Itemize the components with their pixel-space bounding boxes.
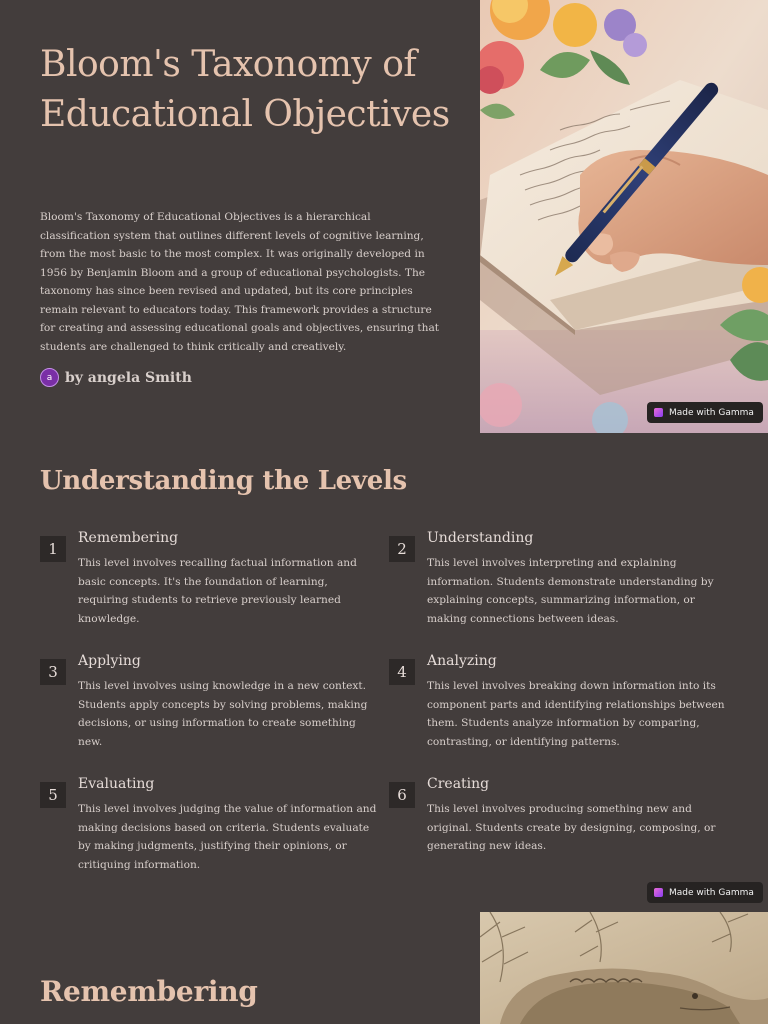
level-title: Creating (427, 776, 490, 792)
level-number: 4 (389, 659, 415, 685)
level-title: Applying (78, 653, 141, 669)
badge-label: Made with Gamma (669, 887, 754, 898)
level-number: 6 (389, 782, 415, 808)
hero-section (0, 0, 768, 433)
avatar: a (40, 368, 59, 387)
author-name: by angela Smith (65, 369, 192, 386)
remembering-section-title: Remembering (40, 975, 258, 1008)
level-number: 3 (40, 659, 66, 685)
badge-label: Made with Gamma (669, 407, 754, 418)
levels-section-title: Understanding the Levels (40, 466, 407, 496)
made-with-gamma-badge[interactable] (647, 882, 763, 903)
level-number: 5 (40, 782, 66, 808)
level-description: This level involves using knowledge in a new context. Students apply concepts by solving problems, making decisions, or using information to create something new. (78, 680, 368, 748)
level-number: 1 (40, 536, 66, 562)
page-title: Bloom's Taxonomy of Educational Objectives (40, 44, 450, 135)
level-title: Understanding (427, 530, 534, 546)
gamma-logo-icon (654, 888, 663, 897)
dinosaur-illustration (480, 912, 768, 1024)
writing-in-notebook-illustration (480, 0, 768, 433)
level-description: This level involves breaking down information into its component parts and identifying relationships between them. Students analyze information by comparing, contrasting, or identifying patterns. (427, 680, 725, 748)
made-with-gamma-badge[interactable] (647, 402, 763, 423)
level-description: This level involves recalling factual information and basic concepts. It's the foundation of learning, requiring students to retrieve previously learned knowledge. (78, 557, 357, 625)
level-description: This level involves judging the value of information and making decisions based on criteria. Students evaluate by making judgments, justifying their opinions, or critiquing information. (78, 803, 377, 871)
level-title: Remembering (78, 530, 179, 546)
hero-description: Bloom's Taxonomy of Educational Objectives is a hierarchical classification system that outlines different levels of cognitive learning, from the most basic to the most complex. It was originally developed in 1956 by Benjamin Bloom and a group of educational psychologists. The taxonomy has since been revised and updated, but its core principles remain relevant to educators today. This framework provides a structure for creating and assessing educational goals and objectives, ensuring that students are challenged to think critically and creatively. (40, 211, 440, 353)
gamma-logo-icon (654, 408, 663, 417)
level-number: 2 (389, 536, 415, 562)
level-description: This level involves producing something new and original. Students create by designing, composing, or generating new ideas. (427, 803, 716, 852)
level-description: This level involves interpreting and explaining information. Students demonstrate understanding by explaining concepts, summarizing information, or making connections between ideas. (427, 557, 714, 625)
level-title: Analyzing (427, 653, 497, 669)
author-byline (40, 368, 192, 387)
level-title: Evaluating (78, 776, 155, 792)
